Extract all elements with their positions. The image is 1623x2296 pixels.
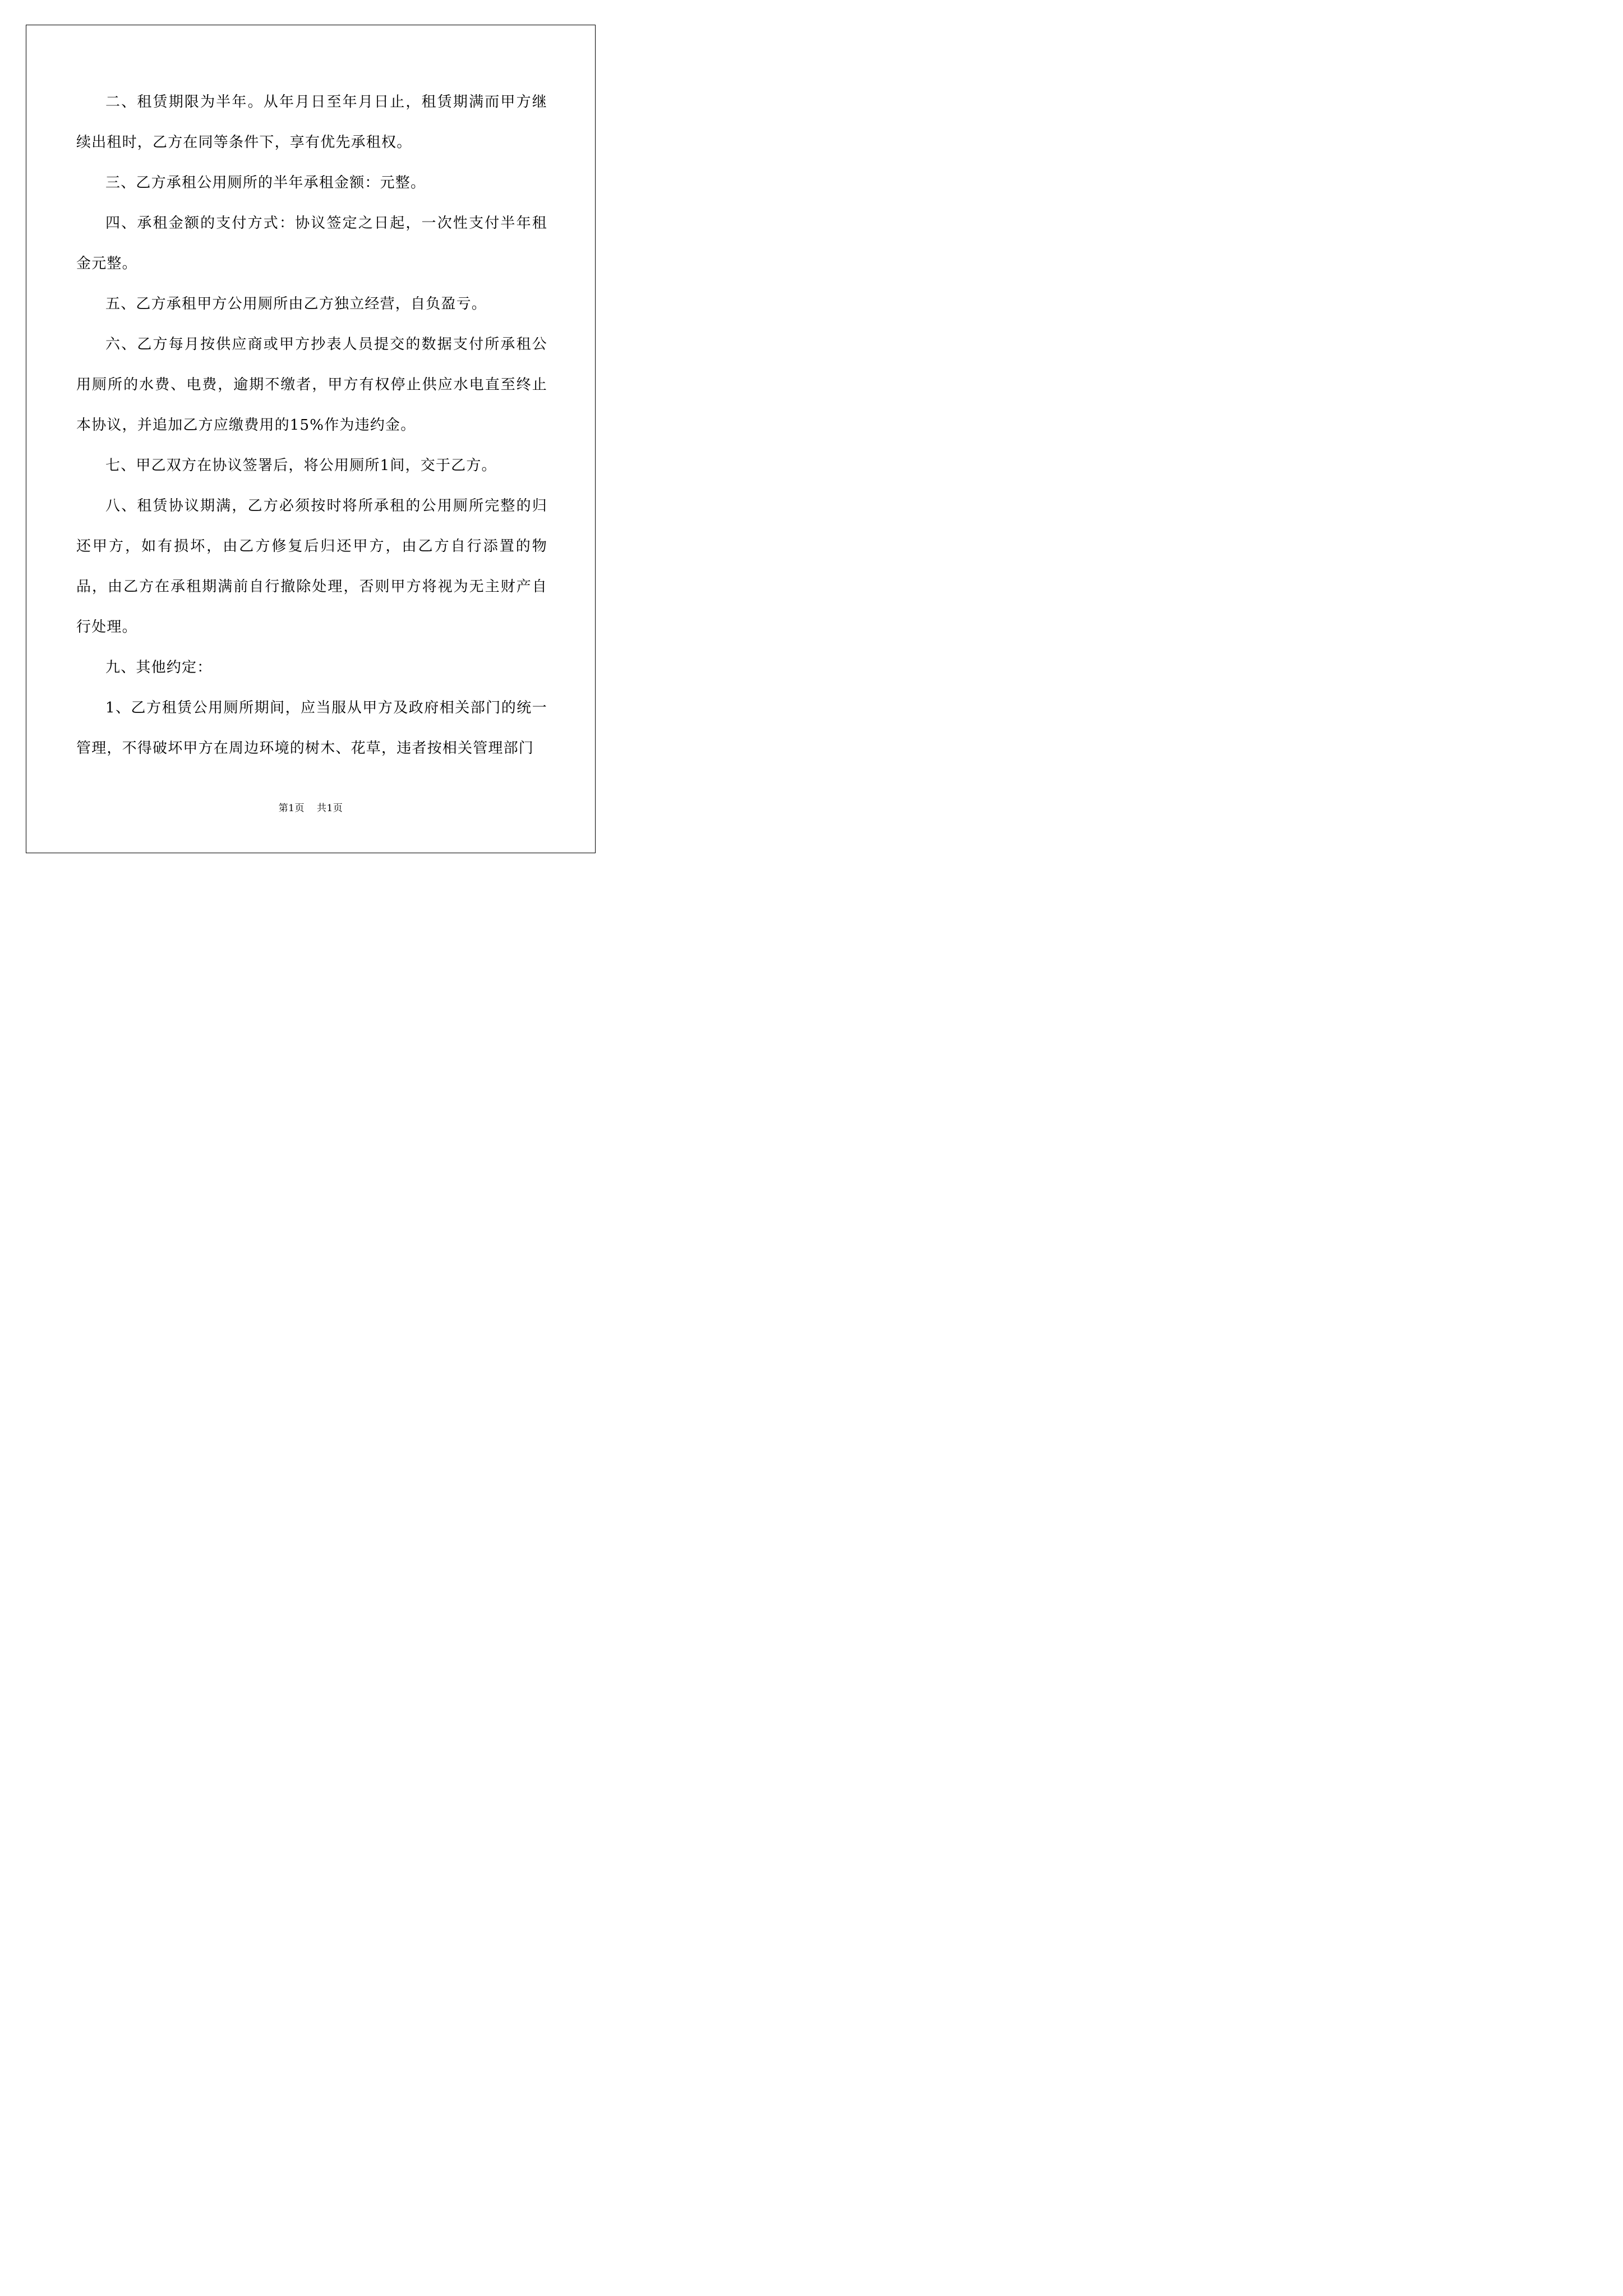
page-total: 共1页 [317,803,343,814]
paragraph-other-terms: 九、其他约定： [105,659,213,676]
paragraph-independent-operation: 五、乙方承租甲方公用厕所由乙方独立经营，自负盈亏。 [105,296,487,312]
paragraph-lease-expiry: 八、租赁协议期满，乙方必须按时将所承租的公用厕所完整的归还甲方，如有损坏，由乙方修复后归还甲方，由乙方自行添置的物品，由乙方在承租期满前自行撤除处理，否则甲方将视为无主财产自行处理。 [76,498,547,636]
page-footer [0,800,621,814]
paragraph-rent-amount: 三、乙方承租公用厕所的半年承租金额：元整。 [105,174,426,191]
paragraph-payment-method: 四、承租金额的支付方式：协议签定之日起，一次性支付半年租金元整。 [76,215,547,272]
document-body [76,82,547,769]
paragraph-handover: 七、甲乙双方在协议签署后，将公用厕所1间，交于乙方。 [105,457,497,474]
paragraph-lease-term: 二、租赁期限为半年。从年月日至年月日止，租赁期满而甲方继续出租时，乙方在同等条件下，享有优先承租权。 [76,94,547,151]
paragraph-utility-fees: 六、乙方每月按供应商或甲方抄表人员提交的数据支付所承租公用厕所的水费、电费，逾期不缴者，甲方有权停止供应水电直至终止本协议，并追加乙方应缴费用的15%作为违约金。 [76,336,547,434]
paragraph-management-rules: 1、乙方租赁公用厕所期间，应当服从甲方及政府相关部门的统一管理，不得破坏甲方在周边环境的树木、花草，违者按相关管理部门 [76,700,547,757]
page-number: 第1页 [278,803,305,814]
